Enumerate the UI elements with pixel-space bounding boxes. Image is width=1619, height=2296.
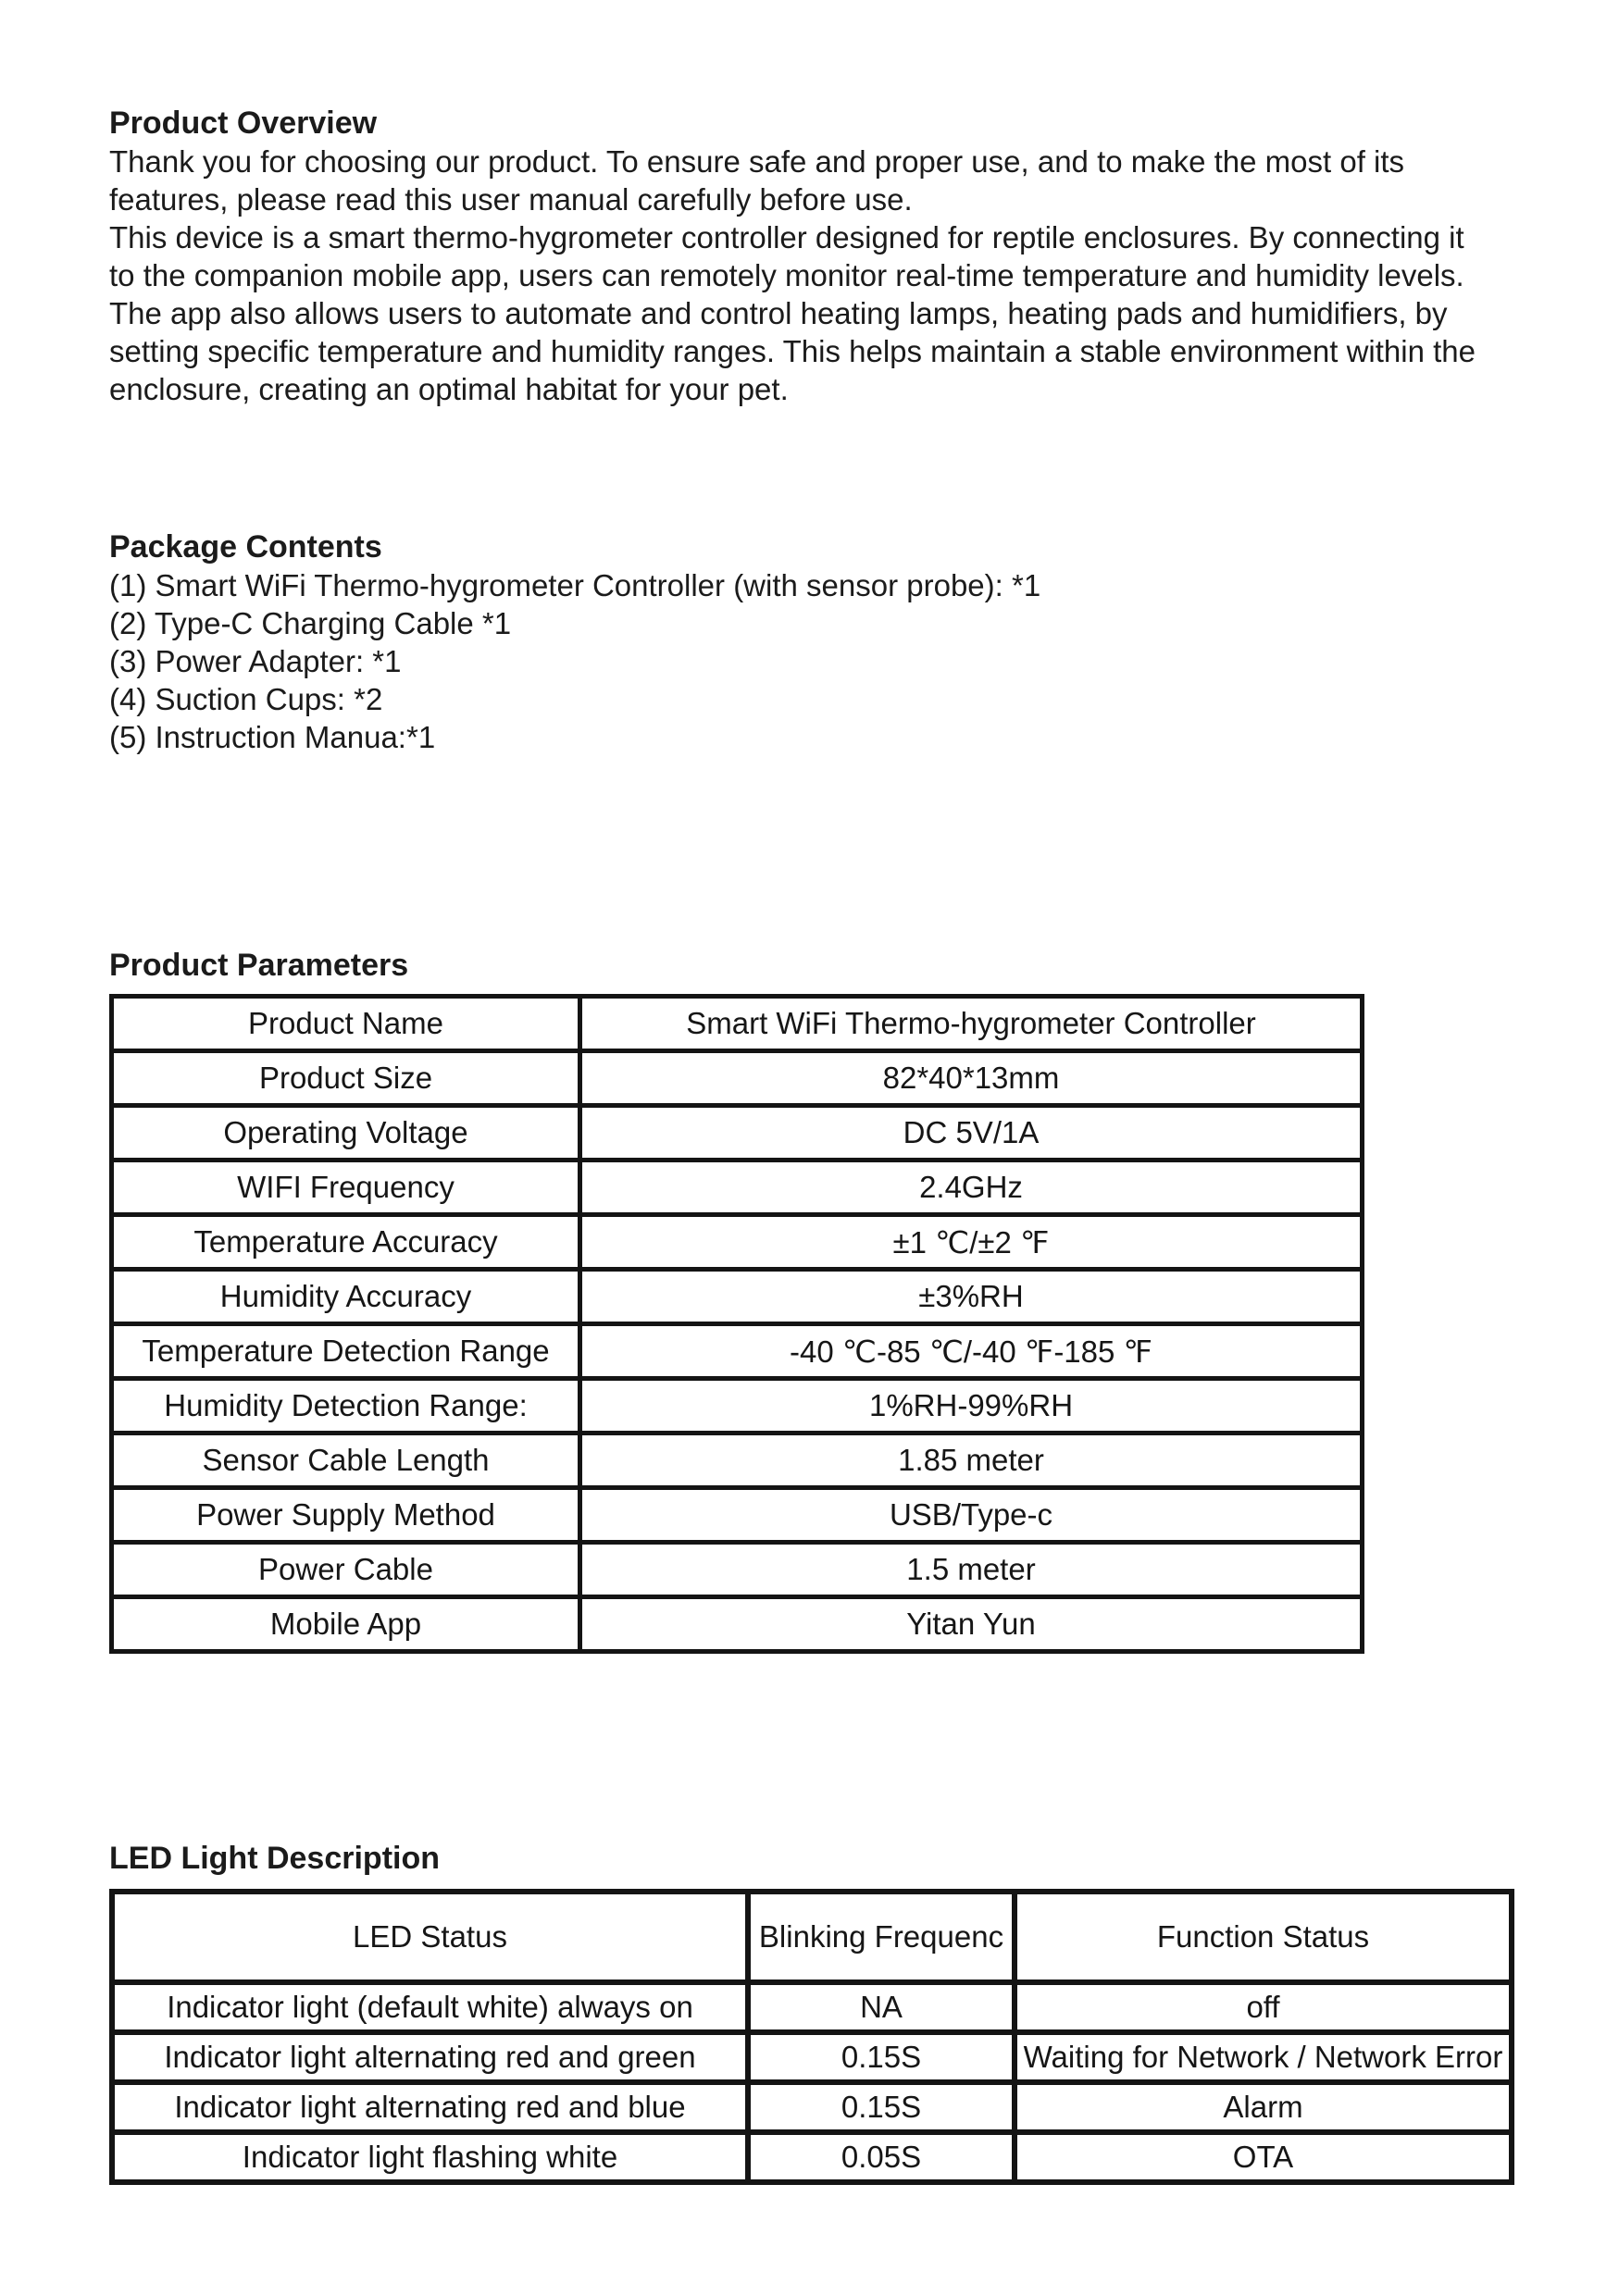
package-item: (1) Smart WiFi Thermo-hygrometer Controller (with sensor probe): *1 (109, 568, 1041, 602)
blinking-frequency-cell: NA (748, 1982, 1015, 2032)
param-label: Humidity Accuracy (112, 1270, 580, 1324)
table-row (112, 2132, 1512, 2182)
table-row (112, 997, 1363, 1051)
param-value: 2.4GHz (580, 1160, 1363, 1215)
table-row (112, 2032, 1512, 2082)
led-description-table (109, 1889, 1514, 2185)
product-parameters-table (109, 994, 1364, 1654)
package-item: (5) Instruction Manua:*1 (109, 720, 436, 754)
table-row (112, 1270, 1363, 1324)
overview-line: setting specific temperature and humidity ranges. This helps maintain a stable environment within the (109, 334, 1476, 368)
overview-line: to the companion mobile app, users can remotely monitor real-time temperature and humidity levels. (109, 258, 1464, 292)
overview-line: features, please read this user manual carefully before use. (109, 182, 913, 217)
table-row (112, 1543, 1363, 1597)
overview-line: This device is a smart thermo-hygrometer controller designed for reptile enclosures. By connecting it (109, 220, 1464, 254)
param-label: WIFI Frequency (112, 1160, 580, 1215)
param-label: Mobile App (112, 1597, 580, 1652)
function-status-cell: off (1015, 1982, 1512, 2032)
table-row (112, 1160, 1363, 1215)
led-status-cell: Indicator light alternating red and blue (112, 2082, 748, 2132)
param-label: Humidity Detection Range: (112, 1379, 580, 1433)
param-value: USB/Type-c (580, 1488, 1363, 1543)
param-value: DC 5V/1A (580, 1106, 1363, 1160)
package-item: (4) Suction Cups: *2 (109, 682, 383, 716)
led-status-cell: Indicator light alternating red and green (112, 2032, 748, 2082)
function-status-cell: Waiting for Network / Network Error (1015, 2032, 1512, 2082)
param-value: ±1 ℃/±2 ℉ (580, 1215, 1363, 1270)
table-row (112, 1379, 1363, 1433)
package-item: (3) Power Adapter: *1 (109, 644, 402, 678)
param-label: Power Supply Method (112, 1488, 580, 1543)
param-value: Smart WiFi Thermo-hygrometer Controller (580, 997, 1363, 1051)
led-description-title: LED Light Description (109, 1841, 440, 1876)
package-contents-title: Package Contents (109, 529, 382, 565)
param-value: 1.85 meter (580, 1433, 1363, 1488)
param-value: Yitan Yun (580, 1597, 1363, 1652)
param-value: 82*40*13mm (580, 1051, 1363, 1106)
param-label: Operating Voltage (112, 1106, 580, 1160)
function-status-header: Function Status (1015, 1892, 1512, 1982)
overview-paragraph (109, 143, 1513, 408)
product-parameters-title: Product Parameters (109, 948, 409, 983)
param-value: 1.5 meter (580, 1543, 1363, 1597)
table-row (112, 2082, 1512, 2132)
param-value: 1%RH-99%RH (580, 1379, 1363, 1433)
param-label: Power Cable (112, 1543, 580, 1597)
blinking-frequency-header: Blinking Frequenc (748, 1892, 1015, 1982)
param-label: Temperature Detection Range (112, 1324, 580, 1379)
param-value: -40 ℃-85 ℃/-40 ℉-185 ℉ (580, 1324, 1363, 1379)
led-status-cell: Indicator light flashing white (112, 2132, 748, 2182)
led-status-header: LED Status (112, 1892, 748, 1982)
param-label: Sensor Cable Length (112, 1433, 580, 1488)
blinking-frequency-cell: 0.05S (748, 2132, 1015, 2182)
package-item: (2) Type-C Charging Cable *1 (109, 606, 512, 640)
function-status-cell: OTA (1015, 2132, 1512, 2182)
table-row (112, 1982, 1512, 2032)
table-row (112, 1597, 1363, 1652)
led-status-cell: Indicator light (default white) always on (112, 1982, 748, 2032)
param-label: Temperature Accuracy (112, 1215, 580, 1270)
blinking-frequency-cell: 0.15S (748, 2082, 1015, 2132)
table-row (112, 1051, 1363, 1106)
table-row (112, 1324, 1363, 1379)
param-label: Product Name (112, 997, 580, 1051)
overview-line: The app also allows users to automate and control heating lamps, heating pads and humidifiers, by (109, 296, 1448, 330)
table-row (112, 1215, 1363, 1270)
table-row (112, 1433, 1363, 1488)
package-contents-list (109, 566, 1513, 756)
function-status-cell: Alarm (1015, 2082, 1512, 2132)
table-row (112, 1106, 1363, 1160)
table-row (112, 1488, 1363, 1543)
overview-line: Thank you for choosing our product. To ensure safe and proper use, and to make the most of its (109, 144, 1405, 179)
param-label: Product Size (112, 1051, 580, 1106)
table-header-row (112, 1892, 1512, 1982)
overview-title: Product Overview (109, 105, 378, 141)
blinking-frequency-cell: 0.15S (748, 2032, 1015, 2082)
overview-line: enclosure, creating an optimal habitat for your pet. (109, 372, 789, 406)
param-value: ±3%RH (580, 1270, 1363, 1324)
